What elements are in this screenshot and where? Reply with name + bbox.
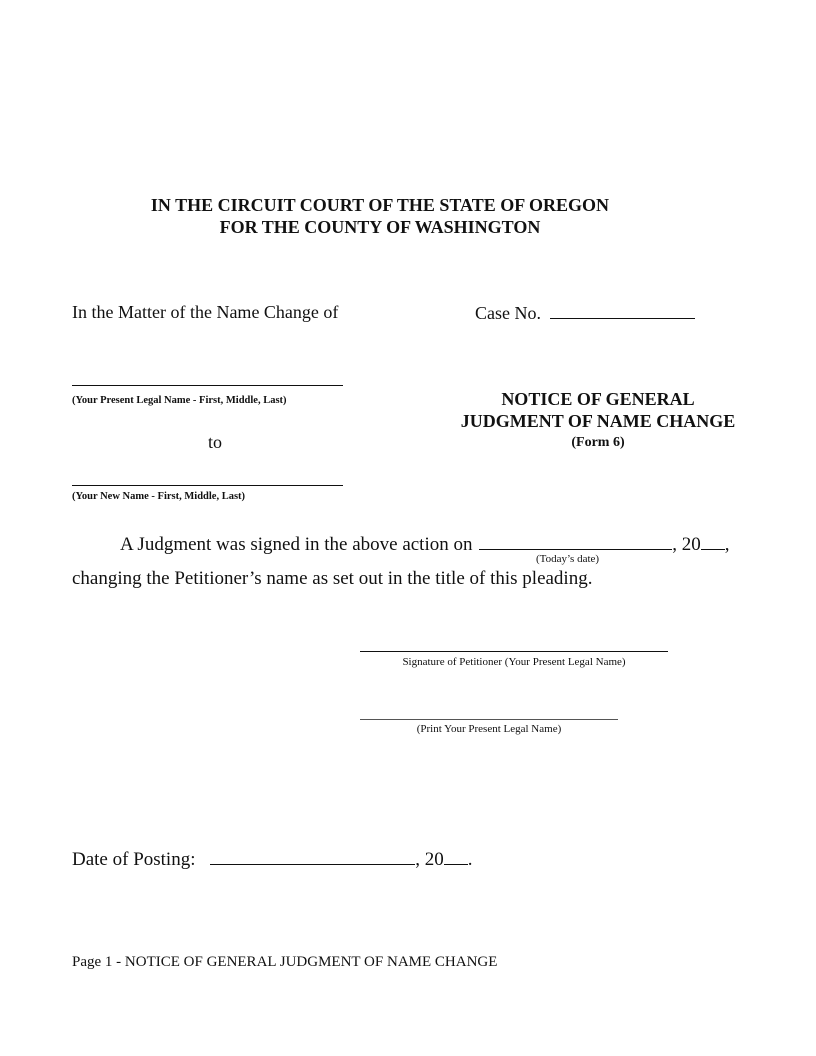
signature-line[interactable] xyxy=(360,651,668,652)
judgment-year-prefix: , 20 xyxy=(672,534,701,555)
judgment-comma: , xyxy=(724,534,730,555)
page-footer: Page 1 - NOTICE OF GENERAL JUDGMENT OF NAME CHANGE xyxy=(72,954,498,970)
print-name-line[interactable] xyxy=(360,719,618,720)
new-name-blank[interactable] xyxy=(72,485,343,486)
judgment-continuation: changing the Petitioner’s name as set out in the title of this pleading. xyxy=(72,568,593,589)
to-label: to xyxy=(208,432,223,452)
notice-title-line1: NOTICE OF GENERAL xyxy=(501,389,695,409)
posting-label: Date of Posting: xyxy=(72,849,196,870)
posting-row xyxy=(72,848,473,871)
judgment-text: A Judgment was signed in the above action on xyxy=(120,534,473,555)
court-heading-line2: FOR THE COUNTY OF WASHINGTON xyxy=(219,217,541,237)
court-heading-line1: IN THE CIRCUIT COURT OF THE STATE OF OREGON xyxy=(150,195,610,215)
judgment-date-blank[interactable] xyxy=(479,533,672,550)
posting-period: . xyxy=(467,849,473,870)
judgment-sentence xyxy=(120,533,730,556)
new-name-label: (Your New Name - First, Middle, Last) xyxy=(72,491,246,502)
posting-date-blank[interactable] xyxy=(210,848,415,865)
present-name-label: (Your Present Legal Name - First, Middle, Last) xyxy=(72,395,287,406)
notice-title-line2: JUDGMENT OF NAME CHANGE xyxy=(460,411,736,431)
case-number-label: Case No. xyxy=(475,303,541,323)
present-name-blank[interactable] xyxy=(72,385,343,386)
posting-year-prefix: , 20 xyxy=(415,849,444,870)
judgment-year-blank[interactable] xyxy=(701,533,725,550)
case-number-field[interactable] xyxy=(475,302,695,324)
case-number-blank[interactable] xyxy=(550,302,695,319)
signature-label: Signature of Petitioner (Your Present Legal Name) xyxy=(402,656,626,668)
matter-label: In the Matter of the Name Change of xyxy=(72,302,339,322)
posting-year-blank[interactable] xyxy=(444,848,468,865)
print-name-label: (Print Your Present Legal Name) xyxy=(416,723,562,735)
form-number: (Form 6) xyxy=(571,435,625,450)
todays-date-label: (Today’s date) xyxy=(536,553,600,565)
